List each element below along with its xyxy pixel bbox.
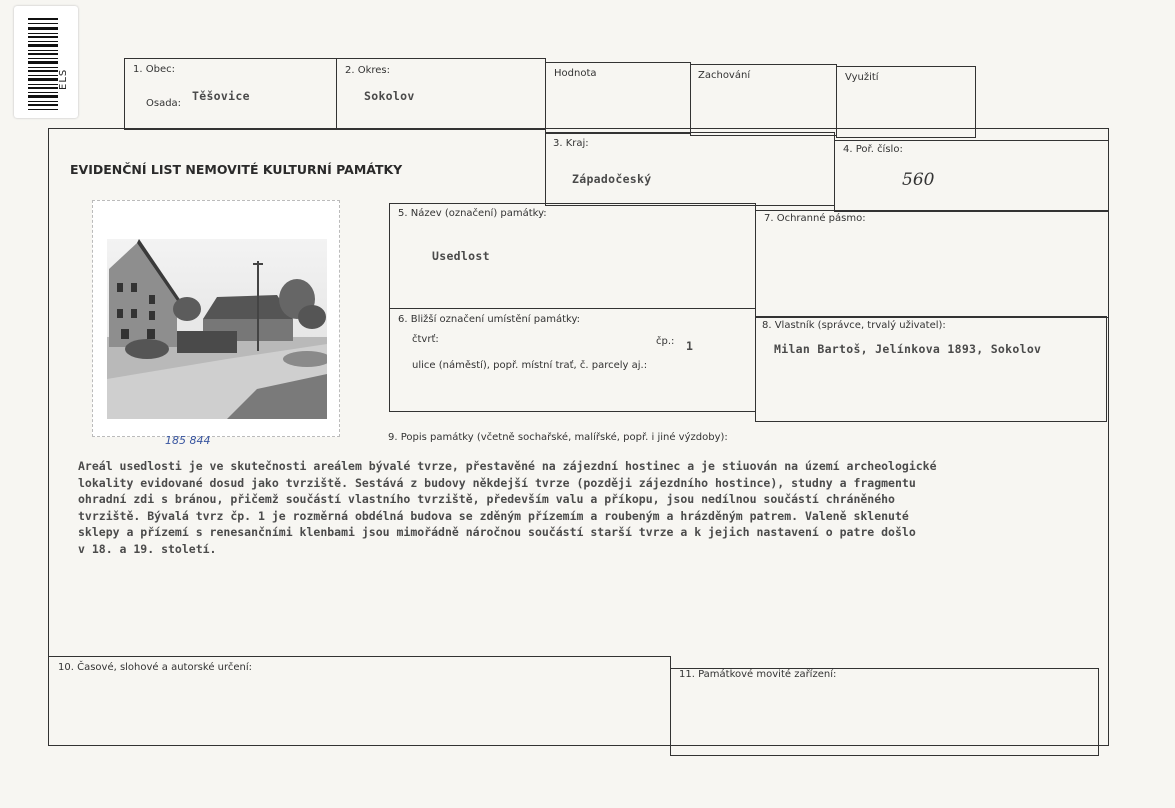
- por-cislo-label: 4. Poř. číslo:: [843, 144, 903, 155]
- zarizeni-box: [670, 668, 1099, 756]
- vyuziti-label: Využití: [845, 72, 879, 83]
- photo-number: 185 844: [165, 434, 211, 447]
- obec-label: 1. Obec:: [133, 64, 175, 75]
- casove-label: 10. Časové, slohové a autorské určení:: [58, 662, 253, 673]
- hodnota-label: Hodnota: [554, 68, 597, 79]
- por-cislo-value: 560: [902, 170, 935, 190]
- pasmo-box: [755, 210, 1109, 318]
- ulice-label: ulice (náměstí), popř. místní trať, č. parcely aj.:: [412, 360, 648, 371]
- photo-frame: [92, 200, 340, 437]
- kraj-value: Západočeský: [572, 172, 652, 186]
- vlastnik-box: [755, 316, 1107, 422]
- house-photo: [107, 239, 327, 419]
- barcode-icon: [14, 6, 78, 118]
- description-line: ohradní zdi s bránou, přičemž součástí vlastního tvrziště, především valu a příkopu, jsou nedílnou součástí chráněného: [78, 492, 895, 506]
- nazev-label: 5. Název (označení) památky:: [398, 208, 547, 219]
- description-line: tvrziště. Bývalá tvrz čp. 1 je rozměrná obdélná budova se zděným přízemím a roubeným a hrázděným patrem. Valeně sklenuté: [78, 508, 909, 523]
- form-title: EVIDENČNÍ LIST NEMOVITÉ KULTURNÍ PAMÁTKY: [70, 162, 403, 177]
- zachovani-label: Zachování: [698, 70, 751, 81]
- okres-label: 2. Okres:: [345, 65, 391, 76]
- pasmo-label: 7. Ochranné pásmo:: [764, 213, 866, 224]
- kraj-label: 3. Kraj:: [553, 138, 589, 149]
- vlastnik-label: 8. Vlastník (správce, trvalý uživatel):: [762, 320, 946, 331]
- barcode-code: ELS: [58, 68, 69, 90]
- zarizeni-label: 11. Památkové movité zařízení:: [679, 669, 837, 680]
- description-text: [78, 458, 1098, 557]
- cp-label: čp.:: [656, 336, 675, 347]
- umisteni-label: 6. Bližší označení umístění památky:: [398, 314, 581, 325]
- cp-value: 1: [686, 339, 694, 353]
- popis-label: 9. Popis památky (včetně sochařské, malířské, popř. i jiné výzdoby):: [388, 432, 728, 443]
- vlastnik-value: Milan Bartoš, Jelínkova 1893, Sokolov: [774, 342, 1042, 356]
- osada-value: Těšovice: [192, 89, 250, 103]
- ctvrt-label: čtvrť:: [412, 334, 439, 345]
- nazev-value: Usedlost: [432, 249, 490, 263]
- barcode-sticker: [14, 6, 78, 118]
- description-line: v 18. a 19. století.: [78, 541, 217, 556]
- description-line: Areál usedlosti je ve skutečnosti areálem bývalé tvrze, přestavěné na zájezdní hostinec a je stiuován na území archeologické: [78, 459, 937, 473]
- okres-value: Sokolov: [364, 89, 415, 103]
- osada-label: Osada:: [146, 98, 182, 109]
- description-line: lokality evidované dosud jako tvrziště. Sestává z budovy někdejší tvrze (později zájezdního hostince), studny a fragmentu: [78, 475, 916, 490]
- description-line: sklepy a přízemí s renesančními klenbami jsou mimořádně náročnou součástí starší tvrze a k jejich nastavení o patre došlo: [78, 525, 916, 539]
